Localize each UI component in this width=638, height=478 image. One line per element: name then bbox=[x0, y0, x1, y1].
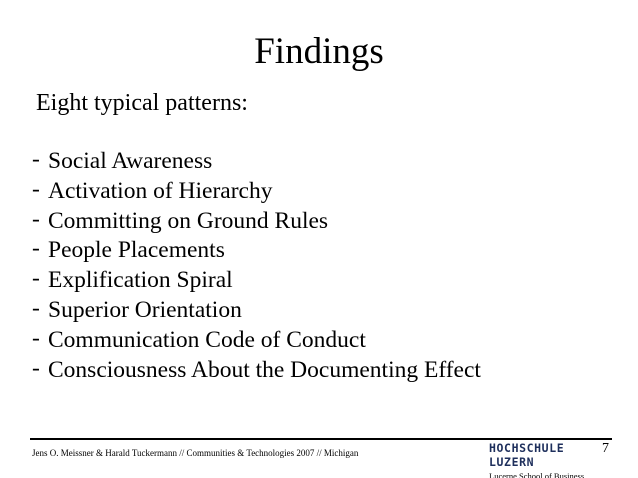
list-item bbox=[32, 177, 481, 207]
bullet-dash: - bbox=[32, 354, 40, 381]
list-item bbox=[32, 356, 481, 386]
pattern-list bbox=[32, 147, 481, 385]
list-item-label: Communication Code of Conduct bbox=[48, 326, 366, 353]
list-item-label: Activation of Hierarchy bbox=[48, 177, 273, 204]
bullet-dash: - bbox=[32, 205, 40, 232]
slide-title: Findings bbox=[254, 31, 384, 72]
intro-text: Eight typical patterns: bbox=[36, 90, 248, 116]
list-item bbox=[32, 296, 481, 326]
bullet-dash: - bbox=[32, 265, 40, 292]
bullet-dash: - bbox=[32, 235, 40, 262]
bullet-dash: - bbox=[32, 146, 40, 172]
bullet-dash: - bbox=[32, 324, 40, 351]
logo-subtitle: Lucerne School of Business bbox=[489, 471, 585, 478]
logo-line-hochschule: HOCHSCHULE bbox=[489, 441, 565, 455]
list-item bbox=[32, 266, 481, 296]
list-item bbox=[32, 207, 481, 237]
bullet-dash: - bbox=[32, 294, 40, 321]
list-item bbox=[32, 326, 481, 356]
footer-credits: Jens O. Meissner & Harald Tuckermann // Communities & Technologies 2007 // Michigan bbox=[32, 448, 359, 458]
list-item-label: Committing on Ground Rules bbox=[48, 207, 329, 234]
list-item bbox=[32, 147, 481, 177]
logo-line-luzern: LUZERN bbox=[489, 455, 535, 469]
list-item-label: Consciousness About the Documenting Effect bbox=[48, 356, 481, 383]
list-item-label: Social Awareness bbox=[48, 148, 213, 174]
university-logo bbox=[489, 441, 589, 478]
list-item-label: Explification Spiral bbox=[48, 267, 233, 294]
page-number: 7 bbox=[602, 441, 609, 456]
footer-divider bbox=[30, 438, 612, 440]
list-item bbox=[32, 236, 481, 266]
bullet-dash: - bbox=[32, 175, 40, 202]
list-item-label: People Placements bbox=[48, 237, 225, 264]
list-item-label: Superior Orientation bbox=[48, 296, 242, 323]
